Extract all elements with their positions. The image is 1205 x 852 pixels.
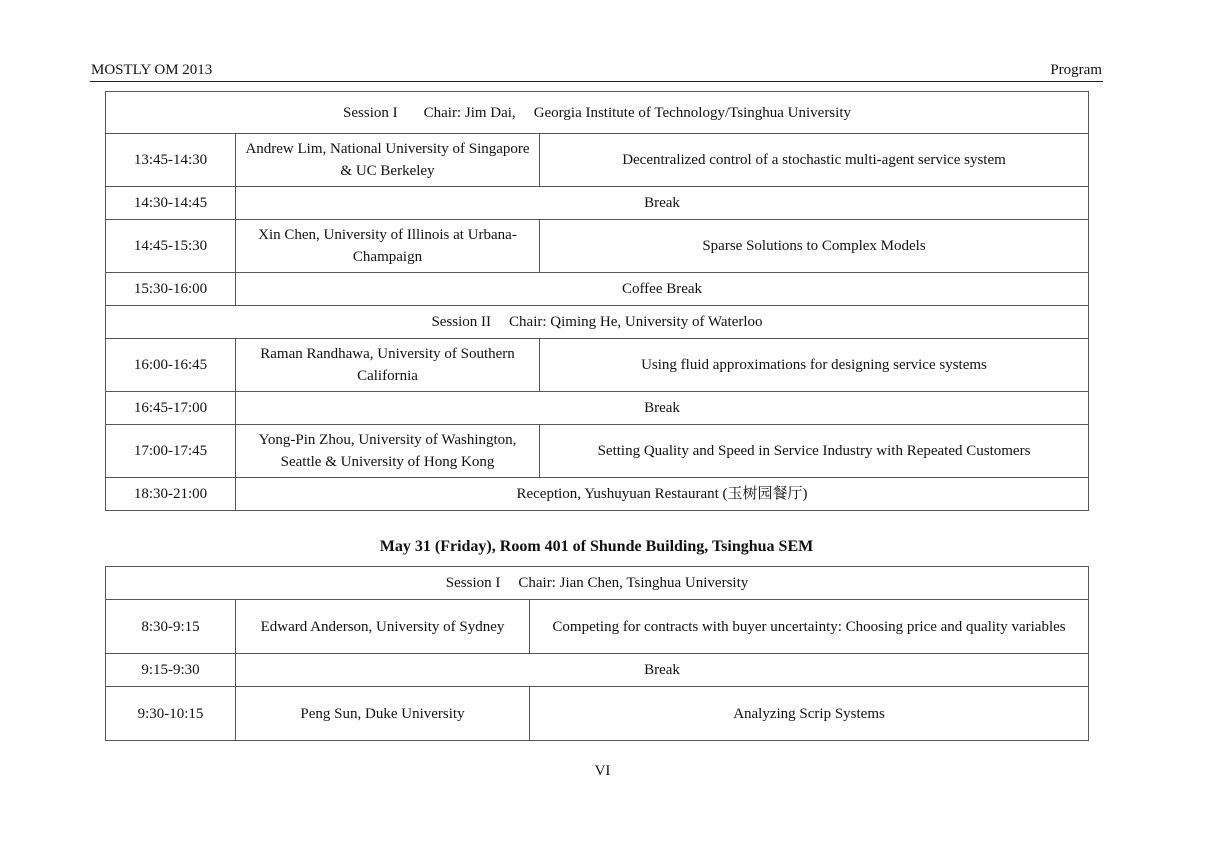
time-cell: 13:45-14:30: [106, 134, 236, 187]
event-cell: Break: [236, 187, 1089, 220]
session-chair: Chair: Jim Dai,: [423, 104, 516, 121]
talk-title-cell: Sparse Solutions to Complex Models: [540, 220, 1089, 273]
session-label: Session I: [343, 104, 398, 121]
time-cell: 17:00-17:45: [106, 425, 236, 478]
session-header: [106, 306, 1089, 339]
running-header-title: MOSTLY OM 2013: [91, 62, 213, 78]
time-cell: 8:30-9:15: [106, 600, 236, 654]
time-cell: 9:30-10:15: [106, 687, 236, 741]
table-row: [106, 654, 1089, 687]
session-label: Session I: [445, 575, 501, 591]
speaker-cell: Raman Randhawa, University of Southern California: [236, 339, 540, 392]
time-cell: 16:45-17:00: [106, 392, 236, 425]
session-header-row: [106, 306, 1089, 339]
talk-title-cell: Decentralized control of a stochastic multi-agent service system: [540, 134, 1089, 187]
table-row: [106, 478, 1089, 511]
session-header-row: [106, 92, 1089, 134]
session-header: [106, 567, 1089, 600]
time-cell: 14:45-15:30: [106, 220, 236, 273]
time-cell: 9:15-9:30: [106, 654, 236, 687]
time-cell: 18:30-21:00: [106, 478, 236, 511]
speaker-cell: Xin Chen, University of Illinois at Urbana-Champaign: [236, 220, 540, 273]
table-row: [106, 220, 1089, 273]
schedule-table-day1: [105, 91, 1089, 511]
day-heading: May 31 (Friday), Room 401 of Shunde Building, Tsinghua SEM: [379, 538, 814, 555]
speaker-cell: Yong-Pin Zhou, University of Washington, Seattle & University of Hong Kong: [236, 425, 540, 478]
session-header-row: [106, 567, 1089, 600]
session-chair: Chair: Jian Chen, Tsinghua University: [518, 575, 749, 591]
session-header: [106, 92, 1089, 134]
speaker-cell: Andrew Lim, National University of Singapore & UC Berkeley: [236, 134, 540, 187]
event-cell: Break: [236, 654, 1089, 687]
table-row: [106, 392, 1089, 425]
speaker-cell: Peng Sun, Duke University: [236, 687, 530, 741]
header-rule: [90, 81, 1103, 82]
session-chair-affiliation: Georgia Institute of Technology/Tsinghua University: [533, 104, 851, 121]
table-row: [106, 273, 1089, 306]
time-cell: 14:30-14:45: [106, 187, 236, 220]
page-number: VI: [594, 763, 611, 779]
time-cell: 16:00-16:45: [106, 339, 236, 392]
session-label: Session II: [431, 314, 492, 330]
talk-title-cell: Analyzing Scrip Systems: [530, 687, 1089, 741]
event-cell: Coffee Break: [236, 273, 1089, 306]
talk-title-cell: Setting Quality and Speed in Service Industry with Repeated Customers: [540, 425, 1089, 478]
table-row: [106, 600, 1089, 654]
schedule-table-day2: [105, 566, 1089, 741]
session-chair: Chair: Qiming He, University of Waterloo: [509, 314, 763, 330]
talk-title-cell: Using fluid approximations for designing service systems: [540, 339, 1089, 392]
event-cell: Reception, Yushuyuan Restaurant (玉树园餐厅): [236, 478, 1089, 511]
table-row: [106, 425, 1089, 478]
talk-title-cell: Competing for contracts with buyer uncertainty: Choosing price and quality variables: [530, 600, 1089, 654]
table-row: [106, 687, 1089, 741]
table-row: [106, 187, 1089, 220]
event-cell: Break: [236, 392, 1089, 425]
running-header-section: Program: [1050, 62, 1102, 78]
time-cell: 15:30-16:00: [106, 273, 236, 306]
speaker-cell: Edward Anderson, University of Sydney: [236, 600, 530, 654]
table-row: [106, 134, 1089, 187]
table-row: [106, 339, 1089, 392]
